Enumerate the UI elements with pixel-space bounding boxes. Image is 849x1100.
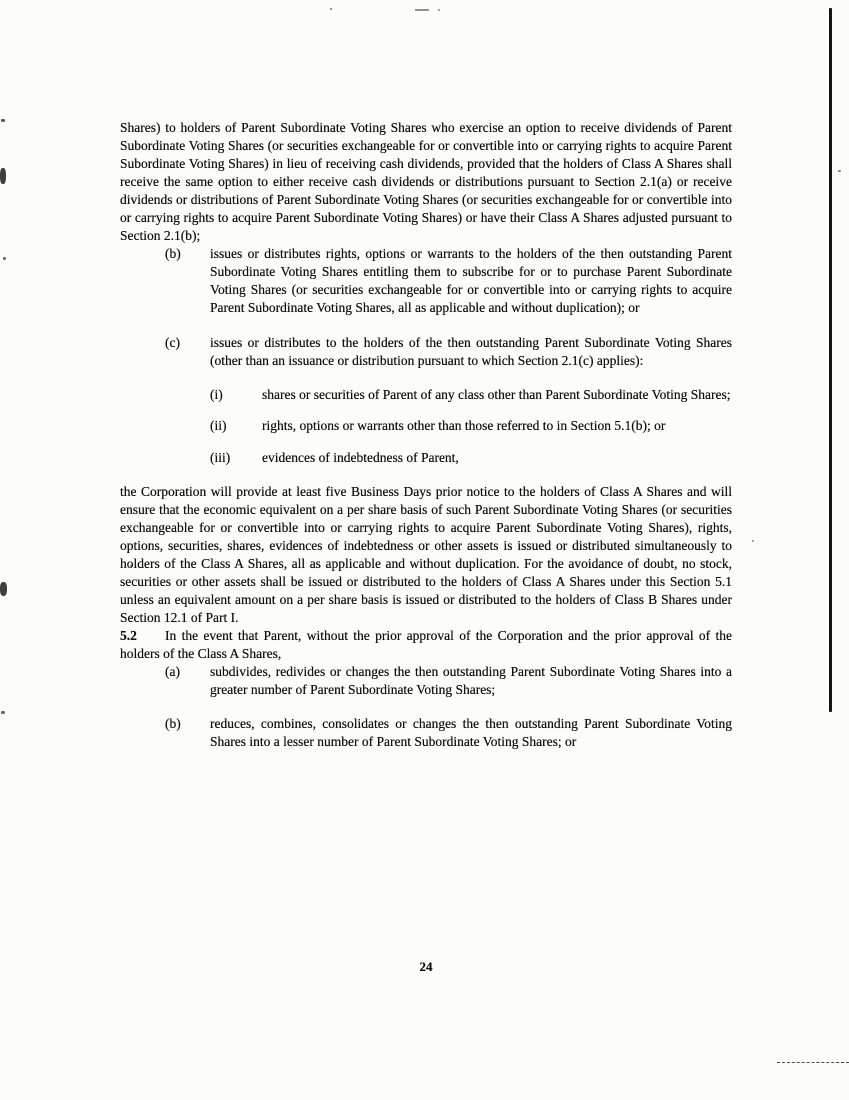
clause-c-label: (c) — [165, 335, 180, 350]
clause-c — [120, 334, 732, 370]
clause-b-label: (b) — [165, 246, 181, 261]
section-5-2-clause-a-label: (a) — [165, 664, 180, 679]
subclause-iii-text: evidences of indebtedness of Parent, — [262, 450, 459, 465]
paragraph-a-continuation: Shares) to holders of Parent Subordinate Voting Shares who exercise an option to receive dividends of Parent Subordinate Voting Shares (or securities exchangeable for or convertible into or carrying rights to acquire Parent Subordinate Voting Shares) in lieu of receiving cash dividends, provided that the holders of Class A Shares shall receive the same option to either receive cash dividends or distributions pursuant to Section 2.1(a) or receive dividends or distributions of Parent Subordinate Voting Shares (or securities exchangeable for or convertible into or carrying rights to acquire Parent Subordinate Voting Shares) or have their Class A Shares adjusted pursuant to Section 2.1(b); — [120, 120, 732, 243]
scan-artifact — [3, 257, 6, 260]
section-5-2-number: 5.2 — [120, 628, 137, 643]
scan-artifact — [438, 9, 440, 11]
scan-dashed-line — [777, 1062, 849, 1063]
section-5-2-clause-b-text: reduces, combines, consolidates or changes the then outstanding Parent Subordinate Voting Shares into a lesser number of Parent Subordinate Voting Shares; or — [210, 716, 732, 749]
scan-artifact — [1, 119, 5, 122]
scan-artifact — [752, 540, 754, 542]
page-number: 24 — [419, 959, 433, 974]
section-5-2-text: In the event that Parent, without the prior approval of the Corporation and the prior approval of the holders of the Class A Shares, — [120, 628, 732, 661]
subclause-iii — [120, 449, 732, 467]
scan-artifact — [415, 9, 429, 11]
subclause-ii-text: rights, options or warrants other than those referred to in Section 5.1(b); or — [262, 418, 666, 433]
section-5-2-clause-a — [120, 663, 732, 699]
scan-artifact — [1, 711, 5, 714]
document-body — [120, 119, 732, 751]
scan-artifact — [330, 8, 332, 10]
section-5-2-clause-b — [120, 715, 732, 751]
subclause-i — [120, 386, 732, 404]
scan-artifact — [0, 582, 7, 596]
section-5-2-clause-b-label: (b) — [165, 716, 181, 731]
scan-artifact — [0, 168, 6, 184]
section-5-2-clause-a-text: subdivides, redivides or changes the then outstanding Parent Subordinate Voting Shares into a greater number of Parent Subordinate Voting Shares; — [210, 664, 732, 697]
clause-b-text: issues or distributes rights, options or warrants to the holders of the then outstanding Parent Subordinate Voting Shares entitling them to subscribe for or to purchase Parent Subordinate Voting Shares (or securities exchangeable for or convertible into or carrying rights to acquire Parent Subordinate Voting Shares, all as applicable and without duplication); or — [210, 246, 732, 315]
clause-b — [120, 245, 732, 317]
clause-c-text: issues or distributes to the holders of the then outstanding Parent Subordinate Voting Shares (other than an issuance or distribution pursuant to which Section 2.1(c) applies): — [210, 335, 732, 368]
section-5-2 — [120, 627, 732, 663]
subclause-i-text: shares or securities of Parent of any class other than Parent Subordinate Voting Shares; — [262, 387, 731, 402]
scan-artifact — [838, 170, 841, 172]
scan-vertical-line — [829, 8, 832, 712]
subclause-ii — [120, 417, 732, 435]
subclause-iii-label: (iii) — [210, 450, 231, 465]
subclause-ii-label: (ii) — [210, 418, 227, 433]
subclause-i-label: (i) — [210, 387, 223, 402]
closing-paragraph: the Corporation will provide at least five Business Days prior notice to the holders of Class A Shares and will ensure that the economic equivalent on a per share basis of such Parent Subordinate Voting Shares (or securities exchangeable for or convertible into or carrying rights to acquire Parent Subordinate Voting Shares), rights, options, securities, shares, evidences of indebtedness or other assets is issued or distributed simultaneously to holders of the Class A Shares, all as applicable and without duplication. For the avoidance of doubt, no stock, securities or other assets shall be issued or distributed to the holders of Class A Shares under this Section 5.1 unless an equivalent amount on a per share basis is issued or distributed to the holders of Class B Shares under Section 12.1 of Part I. — [120, 484, 732, 625]
